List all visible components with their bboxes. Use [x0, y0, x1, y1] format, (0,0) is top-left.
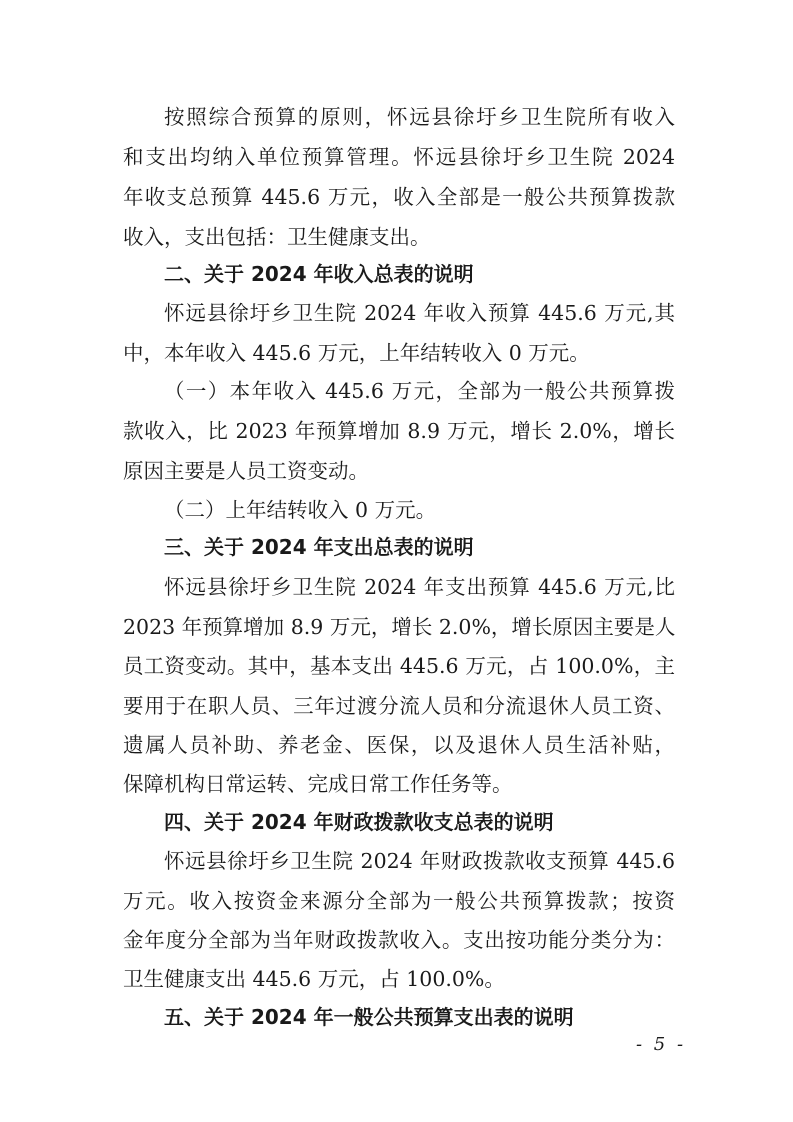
paragraph-line: 中，本年收入 445.6 万元，上年结转收入 0 万元。 — [123, 341, 590, 365]
paragraph-line: 年收支总预算 445.6 万元，收入全部是一般公共预算拨款 — [123, 185, 675, 209]
paragraph-line: 要用于在职人员、三年过渡分流人员和分流退休人员工资、 — [123, 694, 675, 718]
paragraph-line: 怀远县徐圩乡卫生院 2024 年收入预算 445.6 万元,其 — [164, 301, 675, 325]
section-heading: 四、关于 2024 年财政拨款收支总表的说明 — [164, 810, 554, 834]
paragraph-line: 怀远县徐圩乡卫生院 2024 年支出预算 445.6 万元,比 — [164, 575, 675, 599]
paragraph-line: 和支出均纳入单位预算管理。怀远县徐圩乡卫生院 2024 — [123, 145, 675, 169]
paragraph-line: 收入，支出包括：卫生健康支出。 — [123, 225, 431, 249]
paragraph-line: 万元。收入按资金来源分全部为一般公共预算拨款；按资 — [123, 889, 675, 913]
paragraph-line: 金年度分全部为当年财政拨款收入。支出按功能分类分为： — [123, 928, 675, 952]
section-heading: 二、关于 2024 年收入总表的说明 — [164, 262, 474, 286]
paragraph-line: 款收入，比 2023 年预算增加 8.9 万元，增长 2.0%，增长 — [123, 419, 675, 443]
paragraph-line: 保障机构日常运转、完成日常工作任务等。 — [123, 772, 513, 796]
paragraph-line: 按照综合预算的原则，怀远县徐圩乡卫生院所有收入 — [164, 105, 675, 129]
section-heading: 三、关于 2024 年支出总表的说明 — [164, 535, 474, 559]
paragraph-line: 卫生健康支出 445.6 万元，占 100.0%。 — [123, 967, 505, 991]
paragraph-line: （二）上年结转收入 0 万元。 — [164, 498, 437, 522]
paragraph-line: 怀远县徐圩乡卫生院 2024 年财政拨款收支预算 445.6 — [164, 849, 675, 873]
paragraph-line: （一）本年收入 445.6 万元，全部为一般公共预算拨 — [164, 379, 675, 403]
paragraph-line: 原因主要是人员工资变动。 — [123, 459, 369, 483]
paragraph-line: 遗属人员补助、养老金、医保，以及退休人员生活补贴， — [123, 733, 675, 757]
section-heading: 五、关于 2024 年一般公共预算支出表的说明 — [164, 1005, 574, 1029]
paragraph-line: 员工资变动。其中，基本支出 445.6 万元，占 100.0%，主 — [123, 654, 675, 678]
page-number: - 5 - — [636, 1034, 687, 1055]
paragraph-line: 2023 年预算增加 8.9 万元，增长 2.0%，增长原因主要是人 — [123, 615, 676, 639]
